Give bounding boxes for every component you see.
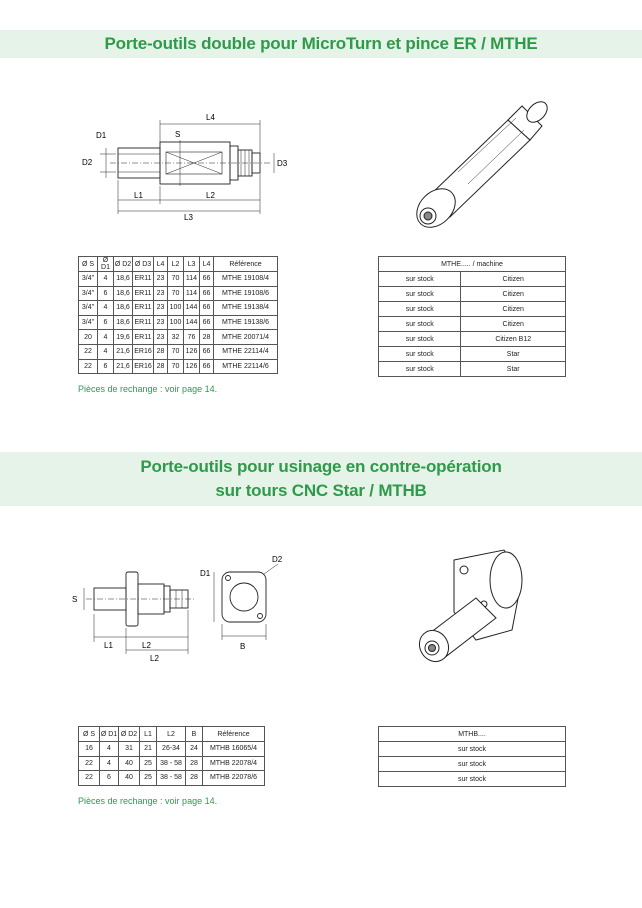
table-cell: MTHB 22078/6 [203,771,265,786]
dim-s: S [72,595,78,604]
table-cell: 70 [168,286,184,301]
table-cell: ER11 [133,272,154,287]
mthb-spec-row [79,771,265,786]
mthe-technical-drawing [76,108,306,223]
table-cell: 100 [168,301,184,316]
dim-l1: L1 [134,191,143,200]
mthe-stock-row [379,302,566,317]
mthb-spec-header-row [79,727,265,742]
table-cell: ER11 [133,286,154,301]
table-cell: 126 [184,359,200,374]
mthb-spec-row [79,742,265,757]
table-cell: MTHE 20071/4 [214,330,278,345]
dim-d1: D1 [96,131,107,140]
table-cell: 21,6 [114,359,133,374]
table-cell: 18,6 [114,286,133,301]
dim-l4: L4 [206,113,215,122]
mthe-stock-row [379,272,566,287]
mthb-stock-row [379,772,566,787]
col-header: Ø S [79,257,98,272]
table-cell: 19,6 [114,330,133,345]
mthe-stock-row [379,362,566,377]
dim-d3: D3 [277,159,288,168]
mthe-spec-row [79,359,278,374]
dim-l1: L1 [104,641,113,650]
table-cell: sur stock [379,302,461,317]
table-cell: 18,6 [114,315,133,330]
mthb-stock-table [378,726,566,787]
section1-title: Porte-outils double pour MicroTurn et pince ER / MTHE [104,34,538,53]
col-header: Ø S [79,727,100,742]
dim-d1: D1 [200,569,211,578]
table-cell: 25 [140,756,157,771]
table-cell: 3/4" [79,286,98,301]
table-cell: 70 [168,344,184,359]
mthe-stock-row [379,347,566,362]
table-cell: 22 [79,771,100,786]
col-header: L1 [140,727,157,742]
mthe-stock-table [378,256,566,377]
table-cell: sur stock [379,772,566,787]
col-header: Ø D2 [119,727,140,742]
table-cell: ER11 [133,330,154,345]
table-cell: MTHE 19108/6 [214,286,278,301]
table-cell: 4 [98,344,114,359]
table-cell: 70 [168,359,184,374]
table-cell: 4 [98,301,114,316]
table-cell: 28 [154,359,168,374]
section2-spare-parts-note: Pièces de rechange : voir page 14. [78,796,218,806]
table-cell: 4 [100,742,119,757]
col-header: L2 [168,257,184,272]
table-cell: ER16 [133,359,154,374]
table-cell: 23 [154,272,168,287]
section2-title-line1: Porte-outils pour usinage en contre-opération [140,457,502,476]
dim-b: B [240,642,246,651]
table-cell: 144 [184,301,200,316]
mthe-stock-header: MTHE..... / machine [379,257,566,272]
mthe-3d-illustration [398,92,558,232]
mthb-stock-row [379,757,566,772]
table-cell: Citizen [461,287,566,302]
mthe-spec-table [78,256,278,374]
col-header: L4 [200,257,214,272]
table-cell: 144 [184,315,200,330]
col-header: L2 [157,727,186,742]
table-cell: 24 [186,742,203,757]
mthe-spec-header-row [79,257,278,272]
table-cell: sur stock [379,317,461,332]
mthe-spec-row [79,301,278,316]
table-cell: 22 [79,359,98,374]
table-cell: sur stock [379,362,461,377]
table-cell: 66 [200,272,214,287]
mthb-spec-table [78,726,265,786]
mthe-stock-row [379,317,566,332]
dim-d2: D2 [82,158,93,167]
table-cell: 38 - 58 [157,771,186,786]
section1-header-band [0,30,642,58]
table-cell: 76 [184,330,200,345]
table-cell: 38 - 58 [157,756,186,771]
table-cell: Star [461,347,566,362]
table-cell: 18,6 [114,301,133,316]
table-cell: sur stock [379,347,461,362]
table-cell: MTHE 19138/6 [214,315,278,330]
table-cell: Citizen B12 [461,332,566,347]
table-cell: 40 [119,771,140,786]
table-cell: 114 [184,272,200,287]
section1-spare-parts-note: Pièces de rechange : voir page 14. [78,384,218,394]
table-cell: 66 [200,315,214,330]
table-cell: 114 [184,286,200,301]
table-cell: Citizen [461,317,566,332]
table-cell: 6 [98,359,114,374]
table-cell: 100 [168,315,184,330]
table-cell: 22 [79,344,98,359]
table-cell: ER11 [133,315,154,330]
mthe-stock-row [379,287,566,302]
table-cell: 126 [184,344,200,359]
table-cell: 26-34 [157,742,186,757]
table-cell: sur stock [379,757,566,772]
dim-l2: L2 [142,641,151,650]
mthe-spec-row [79,344,278,359]
table-cell: MTHE 22114/4 [214,344,278,359]
mthe-stock-row [379,332,566,347]
table-cell: Citizen [461,272,566,287]
table-cell: 23 [154,301,168,316]
table-cell: 23 [154,315,168,330]
table-cell: ER16 [133,344,154,359]
table-cell: 66 [200,301,214,316]
table-cell: 6 [98,286,114,301]
dim-l2b: L2 [150,654,159,663]
table-cell: sur stock [379,272,461,287]
table-cell: 18,6 [114,272,133,287]
table-cell: 66 [200,344,214,359]
col-header: L3 [184,257,200,272]
mthe-spec-row [79,286,278,301]
col-header: Référence [214,257,278,272]
mthb-spec-row [79,756,265,771]
table-cell: 23 [154,286,168,301]
table-cell: 28 [186,756,203,771]
table-cell: 31 [119,742,140,757]
table-cell: 6 [100,771,119,786]
table-cell: 32 [168,330,184,345]
dim-l2: L2 [206,191,215,200]
mthb-stock-header: MTHB.... [379,727,566,742]
table-cell: MTHE 19138/4 [214,301,278,316]
table-cell: 23 [154,330,168,345]
table-cell: 22 [79,756,100,771]
table-cell: Citizen [461,302,566,317]
table-cell: MTHB 16065/4 [203,742,265,757]
dim-l3: L3 [184,213,193,222]
table-cell: 3/4" [79,315,98,330]
table-cell: sur stock [379,287,461,302]
table-cell: 66 [200,359,214,374]
table-cell: 20 [79,330,98,345]
table-cell: 3/4" [79,272,98,287]
table-cell: 4 [98,330,114,345]
col-header: Ø D1 [100,727,119,742]
section2-title-line2: sur tours CNC Star / MTHB [215,481,427,500]
table-cell: MTHB 22078/4 [203,756,265,771]
col-header: Ø D1 [98,257,114,272]
mthe-spec-row [79,330,278,345]
dim-d2: D2 [272,555,283,564]
col-header: Ø D2 [114,257,133,272]
mthb-3d-illustration [404,540,554,670]
col-header: B [186,727,203,742]
table-cell: 28 [200,330,214,345]
mthb-technical-drawing [66,552,286,667]
table-cell: 4 [100,756,119,771]
mthe-spec-row [79,272,278,287]
table-cell: sur stock [379,332,461,347]
table-cell: Star [461,362,566,377]
table-cell: sur stock [379,742,566,757]
table-cell: 28 [154,344,168,359]
table-cell: 21 [140,742,157,757]
section2-header-band [0,452,642,506]
col-header: L4 [154,257,168,272]
table-cell: 66 [200,286,214,301]
table-cell: MTHE 19108/4 [214,272,278,287]
mthe-spec-row [79,315,278,330]
table-cell: ER11 [133,301,154,316]
table-cell: 16 [79,742,100,757]
table-cell: 4 [98,272,114,287]
table-cell: 25 [140,771,157,786]
dim-s: S [175,130,181,139]
table-cell: 21,6 [114,344,133,359]
col-header: Référence [203,727,265,742]
table-cell: 40 [119,756,140,771]
table-cell: 6 [98,315,114,330]
col-header: Ø D3 [133,257,154,272]
mthb-stock-row [379,742,566,757]
table-cell: 3/4" [79,301,98,316]
table-cell: MTHE 22114/6 [214,359,278,374]
table-cell: 28 [186,771,203,786]
table-cell: 70 [168,272,184,287]
